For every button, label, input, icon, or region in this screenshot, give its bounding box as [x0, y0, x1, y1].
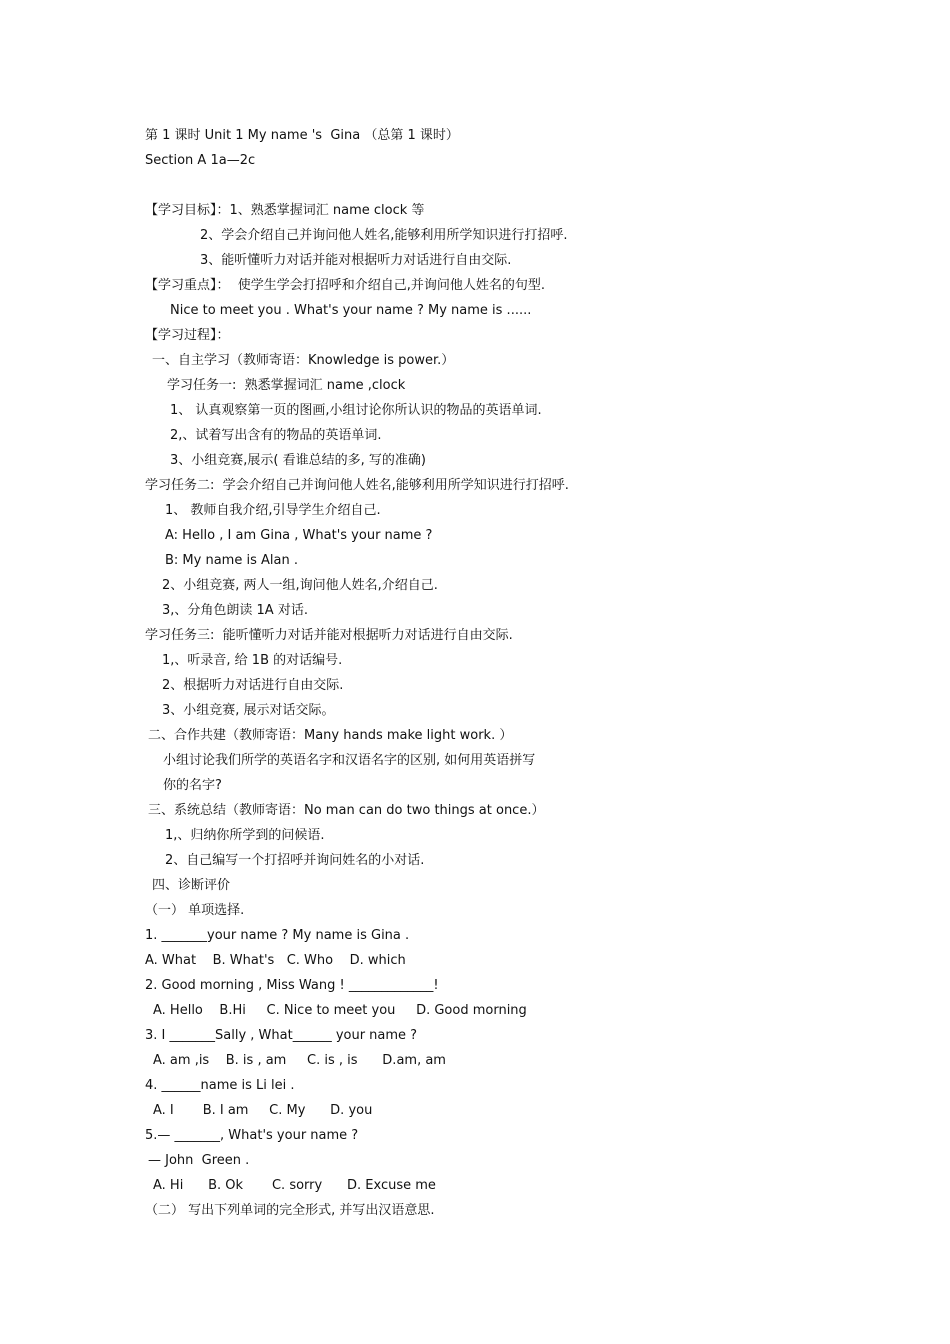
question-5: 5.— _______, What's your name ?: [145, 1128, 359, 1143]
learning-goals-3: 3、能听懂听力对话并能对根据听力对话进行自由交际.: [200, 253, 512, 268]
question-2: 2. Good morning , Miss Wang ! _____________!: [145, 978, 439, 993]
question-4-options: A. I B. I am C. My D. you: [153, 1103, 373, 1118]
part-one-heading: 一、自主学习（教师寄语：Knowledge is power.）: [152, 353, 455, 368]
question-4: 4. ______name is Li lei .: [145, 1078, 295, 1093]
dialogue-b: B: My name is Alan .: [165, 553, 298, 568]
section-label: Section A 1a—2c: [145, 153, 256, 168]
learning-focus: 【学习重点】： 使学生学会打招呼和介绍自己,并询问他人姓名的句型.: [145, 278, 546, 293]
task-one-step-3: 3、小组竞赛,展示( 看谁总结的多, 写的准确): [170, 453, 426, 468]
part-three-step-1: 1,、归纳你所学到的问候语.: [165, 828, 325, 843]
question-2-options: A. Hello B.Hi C. Nice to meet you D. Good morning: [153, 1003, 527, 1018]
task-two-step-1: 1、 教师自我介绍,引导学生介绍自己.: [165, 503, 381, 518]
focus-sentence: Nice to meet you . What's your name ? My name is ......: [170, 303, 532, 318]
question-3: 3. I _______Sally , What______ your name ?: [145, 1028, 418, 1043]
task-three: 学习任务三: 能听懂听力对话并能对根据听力对话进行自由交际.: [145, 628, 513, 643]
dialogue-a: A: Hello , I am Gina , What's your name ?: [165, 528, 433, 543]
task-two: 学习任务二: 学会介绍自己并询问他人姓名,能够利用所学知识进行打招呼.: [145, 478, 569, 493]
part-two-task-line-1: 小组讨论我们所学的英语名字和汉语名字的区别, 如何用英语拼写: [163, 753, 536, 768]
learning-process: 【学习过程】：: [145, 328, 230, 343]
task-two-step-2: 2、小组竞赛, 两人一组,询问他人姓名,介绍自己.: [162, 578, 438, 593]
learning-goals-1: 【学习目标】：1、熟悉掌握词汇 name clock 等: [145, 203, 425, 218]
question-1-options: A. What B. What's C. Who D. which: [145, 953, 406, 968]
task-three-step-3: 3、小组竞赛, 展示对话交际。: [162, 703, 335, 718]
question-1: 1. _______your name ? My name is Gina .: [145, 928, 410, 943]
task-one-step-2: 2,、试着写出含有的物品的英语单词.: [170, 428, 382, 443]
task-one-step-1: 1、 认真观察第一页的图画,小组讨论你所认识的物品的英语单词.: [170, 403, 542, 418]
word-form-heading: （二） 写出下列单词的完全形式, 并写出汉语意思.: [145, 1203, 435, 1218]
learning-goals-2: 2、学会介绍自己并询问他人姓名,能够利用所学知识进行打招呼.: [200, 228, 568, 243]
question-3-options: A. am ,is B. is , am C. is , is D.am, am: [153, 1053, 446, 1068]
part-three-step-2: 2、自己编写一个打招呼并询问姓名的小对话.: [165, 853, 425, 868]
task-three-step-1: 1,、听录音, 给 1B 的对话编号.: [162, 653, 343, 668]
part-two-heading: 二、合作共建（教师寄语：Many hands make light work. ）: [148, 728, 513, 743]
task-two-step-3: 3,、分角色朗读 1A 对话.: [162, 603, 308, 618]
question-5-options: A. Hi B. Ok C. sorry D. Excuse me: [153, 1178, 436, 1193]
question-5-reply: — John Green .: [148, 1153, 250, 1168]
part-three-heading: 三、系统总结（教师寄语：No man can do two things at once.）: [148, 803, 545, 818]
task-one: 学习任务一: 熟悉掌握词汇 name ,clock: [167, 378, 406, 393]
part-four-heading: 四、诊断评价: [152, 878, 231, 893]
part-two-task-line-2: 你的名字?: [163, 778, 222, 793]
lesson-title: 第 1 课时 Unit 1 My name 's Gina （总第 1 课时）: [145, 128, 459, 143]
task-three-step-2: 2、根据听力对话进行自由交际.: [162, 678, 344, 693]
single-choice-heading: （一） 单项选择.: [145, 903, 245, 918]
